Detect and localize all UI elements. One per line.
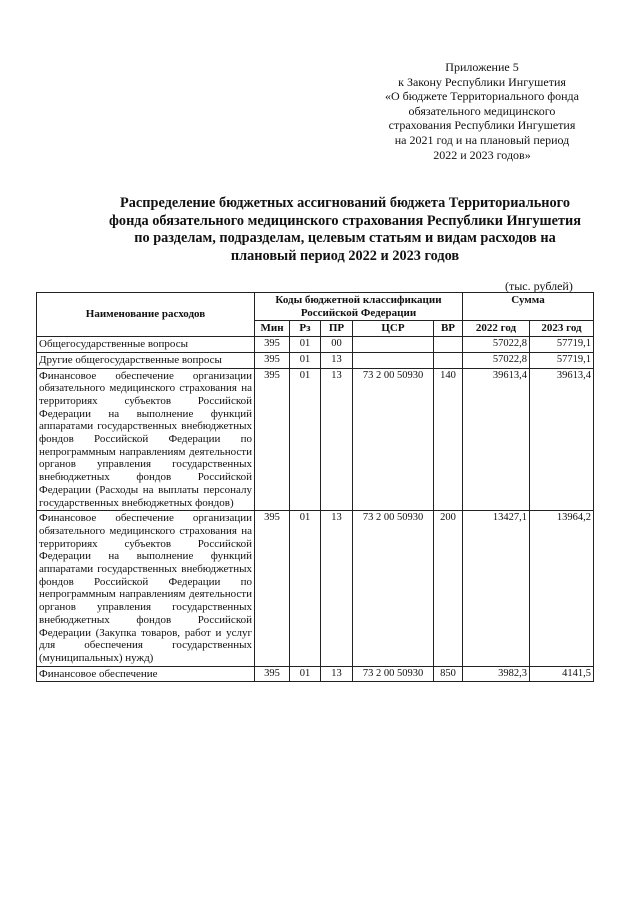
header-name: Наименование расходов [37, 293, 255, 337]
header-sum: Сумма [463, 293, 594, 321]
row-name: Финансовое обеспечение организации обязательного медицинского страхования на территориях субъектов Российской Федерации на выполнение функций аппаратами государственных внебюджетных фондов Российской Федерации по непрограммным направлениям деятельности органов управления государственных внебюджетных фондов Российской Федерации (Закупка товаров, работ и услуг для обеспечения государственных (муниципальных) нужд) [37, 511, 255, 666]
row-vr: 140 [434, 368, 463, 511]
appendix-line: 2022 и 2023 годов» [433, 147, 531, 162]
row-vr: 850 [434, 666, 463, 682]
appendix-note [368, 60, 596, 162]
row-min: 395 [255, 666, 290, 682]
appendix-line: страхования Республики Ингушетия [388, 118, 576, 133]
header-codes: Коды бюджетной классификации Российской Федерации [255, 293, 463, 321]
title-line: Распределение бюджетных ассигнований бюджета Территориального [120, 195, 570, 211]
row-rz: 01 [290, 352, 321, 368]
row-min: 395 [255, 511, 290, 666]
budget-table [36, 292, 594, 682]
row-name: Финансовое обеспечение организации обязательного медицинского страхования на территориях субъектов Российской Федерации на выполнение функций аппаратами государственных внебюджетных фондов Российской Федерации по непрограммным направлениям деятельности органов управления государственных внебюджетных фондов Российской Федерации (Расходы на выплаты персоналу государственных внебюджетных фондов) [37, 368, 255, 511]
table-row [37, 368, 594, 511]
table-row [37, 511, 594, 666]
appendix-line: Приложение 5 [445, 60, 519, 74]
row-min: 395 [255, 337, 290, 353]
row-csr: 73 2 00 50930 [353, 511, 434, 666]
row-pr: 00 [321, 337, 353, 353]
row-csr: 73 2 00 50930 [353, 368, 434, 511]
row-min: 395 [255, 352, 290, 368]
row-pr: 13 [321, 352, 353, 368]
row-rz: 01 [290, 666, 321, 682]
row-vr [434, 352, 463, 368]
row-name: Общегосударственные вопросы [37, 337, 255, 353]
row-name: Другие общегосударственные вопросы [37, 352, 255, 368]
table-row [37, 666, 594, 682]
row-2022: 57022,8 [463, 337, 530, 353]
header-csr: ЦСР [353, 321, 434, 337]
row-min: 395 [255, 368, 290, 511]
row-pr: 13 [321, 511, 353, 666]
header-vr: ВР [434, 321, 463, 337]
row-2022: 39613,4 [463, 368, 530, 511]
row-pr: 13 [321, 368, 353, 511]
header-2023: 2023 год [530, 321, 594, 337]
row-vr: 200 [434, 511, 463, 666]
title-line: по разделам, подразделам, целевым статьям и видам расходов на [134, 230, 556, 246]
table-row [37, 337, 594, 353]
row-2023: 4141,5 [530, 666, 594, 682]
header-min: Мин [255, 321, 290, 337]
appendix-line: «О бюджете Территориального фонда [385, 89, 579, 104]
row-rz: 01 [290, 511, 321, 666]
row-csr [353, 337, 434, 353]
row-2023: 13964,2 [530, 511, 594, 666]
header-2022: 2022 год [463, 321, 530, 337]
title-line: фонда обязательного медицинского страхования Республики Ингушетия [109, 212, 581, 229]
row-csr: 73 2 00 50930 [353, 666, 434, 682]
title-line: плановый период 2022 и 2023 годов [230, 247, 460, 264]
unit-note: (тыс. рублей) [505, 279, 573, 293]
row-vr [434, 337, 463, 353]
appendix-line: обязательного медицинского [408, 103, 556, 118]
row-rz: 01 [290, 368, 321, 511]
header-pr: ПР [321, 321, 353, 337]
table-row [37, 352, 594, 368]
document-title [60, 195, 630, 265]
appendix-line: к Закону Республики Ингушетия [398, 74, 566, 89]
row-rz: 01 [290, 337, 321, 353]
appendix-line: на 2021 год и на плановый период [394, 132, 570, 147]
row-2022: 57022,8 [463, 352, 530, 368]
row-pr: 13 [321, 666, 353, 682]
header-rz: Рз [290, 321, 321, 337]
row-2023: 57719,1 [530, 337, 594, 353]
row-csr [353, 352, 434, 368]
row-2023: 57719,1 [530, 352, 594, 368]
row-2022: 3982,3 [463, 666, 530, 682]
row-name: Финансовое обеспечение [37, 666, 255, 682]
header-row [37, 293, 594, 321]
row-2022: 13427,1 [463, 511, 530, 666]
row-2023: 39613,4 [530, 368, 594, 511]
